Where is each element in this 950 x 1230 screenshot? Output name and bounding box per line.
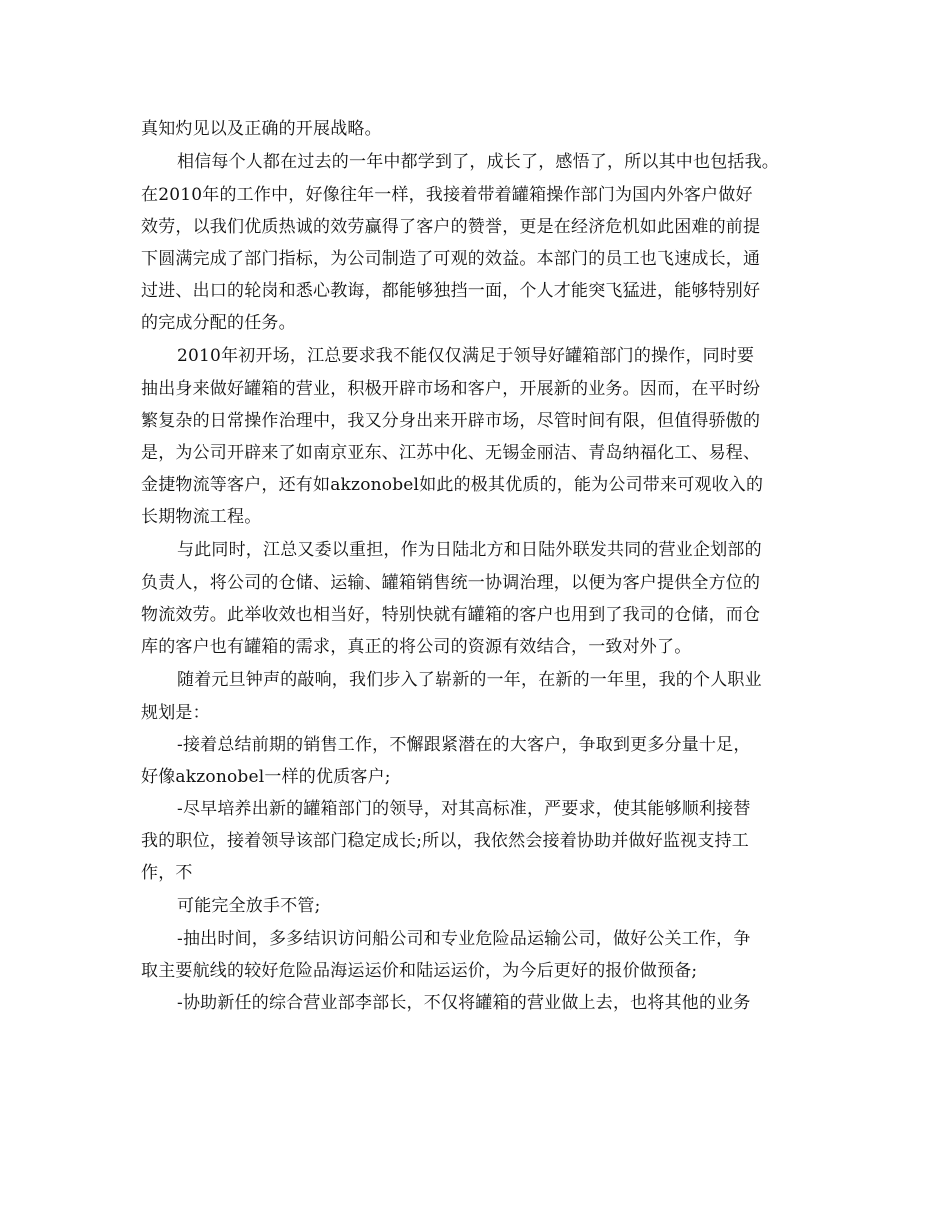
text-line: 下圆满完成了部门指标，为公司制造了可观的效益。本部门的员工也飞速成长，通	[141, 249, 761, 269]
text-line: 可能完全放手不管;	[177, 896, 321, 916]
text-line: 作，不	[141, 863, 193, 883]
text-line: 的完成分配的任务。	[141, 313, 296, 333]
text-line: 随着元旦钟声的敲响，我们步入了崭新的一年，在新的一年里，我的个人职业	[177, 670, 762, 690]
text-line: 负责人，将公司的仓储、运输、罐箱销售统一协调治理，以便为客户提供全方位的	[141, 573, 761, 593]
text-line: 真知灼见以及正确的开展战略。	[141, 119, 382, 139]
text-line: 取主要航线的较好危险品海运运价和陆运运价，为今后更好的报价做预备;	[141, 961, 698, 981]
text-line: 库的客户也有罐箱的需求，真正的将公司的资源有效结合，一致对外了。	[141, 637, 692, 657]
text-line: -接着总结前期的销售工作，不懈跟紧潜在的大客户，争取到更多分量十足，	[177, 735, 751, 755]
text-line: 长期物流工程。	[141, 507, 262, 527]
text-line: 2010年初开场，江总要求我不能仅仅满足于领导好罐箱部门的操作，同时要	[177, 346, 755, 366]
text-line: 繁复杂的日常操作治理中，我又分身出来开辟市场，尽管时间有限，但值得骄傲的	[141, 411, 761, 431]
text-line: -协助新任的综合营业部李部长，不仅将罐箱的营业做上去，也将其他的业务	[177, 993, 751, 1013]
text-line: 抽出身来做好罐箱的营业，积极开辟市场和客户，开展新的业务。因而，在平时纷	[141, 379, 761, 399]
text-line: 规划是：	[141, 703, 210, 723]
text-line: 金捷物流等客户，还有如akzonobel如此的极其优质的，能为公司带来可观收入的	[141, 475, 764, 495]
text-line: 效劳，以我们优质热诚的效劳赢得了客户的赞誉，更是在经济危机如此困难的前提	[141, 217, 761, 237]
text-line: -尽早培养出新的罐箱部门的领导，对其高标准，严要求，使其能够顺利接替	[177, 799, 751, 819]
text-line: -抽出时间，多多结识访问船公司和专业危险品运输公司，做好公关工作，争	[177, 929, 751, 949]
text-line: 我的职位，接着领导该部门稳定成长;所以，我依然会接着协助并做好监视支持工	[141, 831, 749, 851]
text-line: 过进、出口的轮岗和悉心教诲，都能够独挡一面，个人才能突飞猛进，能够特别好	[141, 281, 761, 301]
text-line: 相信每个人都在过去的一年中都学到了，成长了，感悟了，所以其中也包括我。	[177, 152, 779, 172]
text-line: 是，为公司开辟来了如南京亚东、江苏中化、无锡金丽洁、青岛纳福化工、易程、	[141, 443, 761, 463]
text-line: 与此同时，江总又委以重担，作为日陆北方和日陆外联发共同的营业企划部的	[177, 540, 762, 560]
text-line: 好像akzonobel一样的优质客户;	[141, 767, 391, 787]
text-line: 在2010年的工作中，好像往年一样，我接着带着罐箱操作部门为国内外客户做好	[141, 185, 753, 205]
text-line: 物流效劳。此举收效也相当好，特别快就有罐箱的客户也用到了我司的仓储，而仓	[141, 605, 761, 625]
